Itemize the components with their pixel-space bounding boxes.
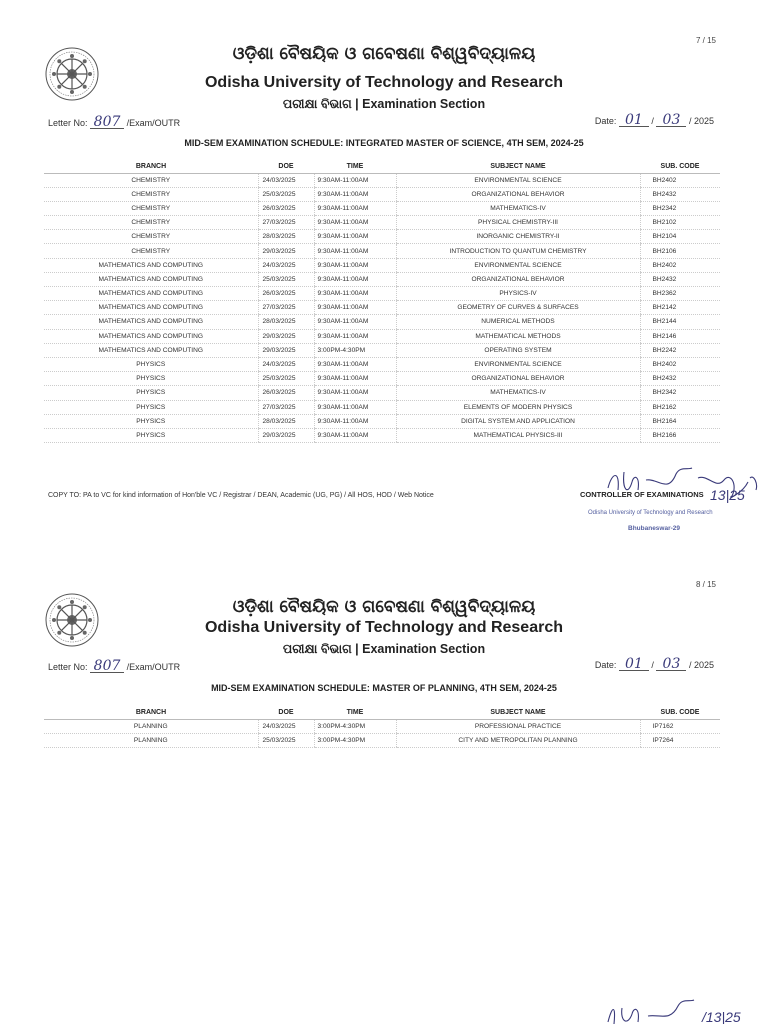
cell-code: BH2432 xyxy=(640,372,720,386)
cell-subject: MATHEMATICAL PHYSICS-III xyxy=(396,428,640,442)
svg-text:13|25: 13|25 xyxy=(710,487,745,503)
cell-time: 9:30AM-11:00AM xyxy=(314,428,396,442)
cell-time: 9:30AM-11:00AM xyxy=(314,216,396,230)
university-name: Odisha University of Technology and Research xyxy=(204,74,563,91)
cell-time: 9:30AM-11:00AM xyxy=(314,329,396,343)
column-header-time: TIME xyxy=(314,706,396,719)
cell-doe: 28/03/2025 xyxy=(258,315,314,329)
cell-code: BH2362 xyxy=(640,287,720,301)
cell-time: 9:30AM-11:00AM xyxy=(314,414,396,428)
cell-time: 3:00PM-4:30PM xyxy=(314,343,396,357)
letter-number-handwritten: 807 xyxy=(90,116,124,129)
section-title: ପରୀକ୍ଷା ବିଭାଗ | Examination Section xyxy=(282,642,486,656)
date-day-handwritten: 01 xyxy=(619,114,649,127)
cell-code: BH2144 xyxy=(640,315,720,329)
cell-code: BH2142 xyxy=(640,301,720,315)
cell-subject: INTRODUCTION TO QUANTUM CHEMISTRY xyxy=(396,244,640,258)
cell-code: BH2432 xyxy=(640,272,720,286)
controller-title: CONTROLLER OF EXAMINATIONS xyxy=(580,490,704,499)
cell-subject: ELEMENTS OF MODERN PHYSICS xyxy=(396,400,640,414)
cell-doe: 28/03/2025 xyxy=(258,414,314,428)
table-header-row xyxy=(44,160,720,173)
letter-label: Letter No: xyxy=(48,662,88,672)
cell-code: BH2342 xyxy=(640,201,720,215)
cell-time: 9:30AM-11:00AM xyxy=(314,230,396,244)
cell-doe: 27/03/2025 xyxy=(258,400,314,414)
cell-doe: 28/03/2025 xyxy=(258,230,314,244)
cell-code: BH2104 xyxy=(640,230,720,244)
table-row xyxy=(44,315,720,329)
table-row xyxy=(44,719,720,733)
cell-doe: 29/03/2025 xyxy=(258,244,314,258)
university-name-odia: ଓଡ଼ିଶା ବୈଷୟିକ ଓ ଗବେଷଣା ବିଶ୍ୱବିଦ୍ୟାଳୟ xyxy=(232,597,536,617)
date-separator: / xyxy=(651,116,654,126)
cell-subject: PHYSICAL CHEMISTRY-III xyxy=(396,216,640,230)
table-row xyxy=(44,428,720,442)
table-row xyxy=(44,230,720,244)
cell-subject: GEOMETRY OF CURVES & SURFACES xyxy=(396,301,640,315)
cell-branch: MATHEMATICS AND COMPUTING xyxy=(44,301,258,315)
cell-doe: 25/03/2025 xyxy=(258,187,314,201)
cell-time: 9:30AM-11:00AM xyxy=(314,372,396,386)
date-year: / 2025 xyxy=(688,116,714,126)
cell-time: 9:30AM-11:00AM xyxy=(314,386,396,400)
cell-branch: PHYSICS xyxy=(44,357,258,371)
cell-branch: CHEMISTRY xyxy=(44,230,258,244)
cell-doe: 26/03/2025 xyxy=(258,287,314,301)
cell-time: 9:30AM-11:00AM xyxy=(314,272,396,286)
cell-doe: 24/03/2025 xyxy=(258,357,314,371)
column-header-branch: BRANCH xyxy=(44,706,258,719)
page-number: 8 / 15 xyxy=(695,580,716,589)
cell-time: 3:00PM-4:30PM xyxy=(314,719,396,733)
date-year: / 2025 xyxy=(688,660,714,670)
cell-branch: PLANNING xyxy=(44,733,258,747)
cell-time: 9:30AM-11:00AM xyxy=(314,287,396,301)
cell-time: 9:30AM-11:00AM xyxy=(314,244,396,258)
cell-subject: INORGANIC CHEMISTRY-II xyxy=(396,230,640,244)
cell-branch: PLANNING xyxy=(44,719,258,733)
cell-doe: 29/03/2025 xyxy=(258,343,314,357)
cell-branch: MATHEMATICS AND COMPUTING xyxy=(44,329,258,343)
cell-doe: 25/03/2025 xyxy=(258,372,314,386)
section-title: ପରୀକ୍ଷା ବିଭାଗ | Examination Section xyxy=(282,97,486,111)
cell-subject: CITY AND METROPOLITAN PLANNING xyxy=(396,733,640,747)
schedule-table xyxy=(44,706,720,748)
cell-code: BH2402 xyxy=(640,258,720,272)
cell-branch: PHYSICS xyxy=(44,400,258,414)
cell-doe: 26/03/2025 xyxy=(258,386,314,400)
date-separator: / xyxy=(651,660,654,670)
column-header-branch: BRANCH xyxy=(44,160,258,173)
cell-subject: ORGANIZATIONAL BEHAVIOR xyxy=(396,372,640,386)
cell-branch: PHYSICS xyxy=(44,372,258,386)
cell-subject: MATHEMATICAL METHODS xyxy=(396,329,640,343)
cell-code: BH2106 xyxy=(640,244,720,258)
column-header-time: TIME xyxy=(314,160,396,173)
letter-number-handwritten: 807 xyxy=(90,660,124,673)
column-header-doe: DOE xyxy=(258,706,314,719)
schedule-table xyxy=(44,160,720,443)
cell-time: 9:30AM-11:00AM xyxy=(314,357,396,371)
cell-branch: CHEMISTRY xyxy=(44,201,258,215)
cell-time: 9:30AM-11:00AM xyxy=(314,187,396,201)
page-number: 7 / 15 xyxy=(695,36,716,45)
table-row xyxy=(44,400,720,414)
letter-date xyxy=(595,114,714,127)
table-row xyxy=(44,287,720,301)
cell-doe: 26/03/2025 xyxy=(258,201,314,215)
cell-doe: 24/03/2025 xyxy=(258,719,314,733)
table-row xyxy=(44,272,720,286)
cell-branch: MATHEMATICS AND COMPUTING xyxy=(44,272,258,286)
schedule-title: MID-SEM EXAMINATION SCHEDULE: INTEGRATED MASTER OF SCIENCE, 4TH SEM, 2024-25 xyxy=(184,138,584,148)
letter-date xyxy=(595,658,714,671)
column-header-subject: SUBJECT NAME xyxy=(396,160,640,173)
cell-doe: 29/03/2025 xyxy=(258,428,314,442)
copy-to-note: COPY TO: PA to VC for kind information of Hon'ble VC / Registrar / DEAN, Academic (UG, PG) / All HOS, HOD / Web Notice xyxy=(48,492,434,499)
table-row xyxy=(44,216,720,230)
cell-time: 3:00PM-4:30PM xyxy=(314,733,396,747)
cell-doe: 27/03/2025 xyxy=(258,216,314,230)
cell-code: BH2146 xyxy=(640,329,720,343)
table-row xyxy=(44,414,720,428)
cell-subject: PROFESSIONAL PRACTICE xyxy=(396,719,640,733)
table-row xyxy=(44,201,720,215)
cell-subject: ORGANIZATIONAL BEHAVIOR xyxy=(396,187,640,201)
cell-doe: 25/03/2025 xyxy=(258,733,314,747)
column-header-code: SUB. CODE xyxy=(640,160,720,173)
cell-doe: 24/03/2025 xyxy=(258,173,314,187)
cell-code: BH2164 xyxy=(640,414,720,428)
controller-signature xyxy=(598,982,762,1024)
cell-subject: MATHEMATICS-IV xyxy=(396,386,640,400)
svg-text:/13|25: /13|25 xyxy=(702,1009,741,1024)
table-row xyxy=(44,258,720,272)
table-header-row xyxy=(44,706,720,719)
table-row xyxy=(44,329,720,343)
table-row xyxy=(44,187,720,201)
column-header-code: SUB. CODE xyxy=(640,706,720,719)
cell-code: IP7264 xyxy=(640,733,720,747)
university-name-odia: ଓଡ଼ିଶା ବୈଷୟିକ ଓ ଗବେଷଣା ବିଶ୍ୱବିଦ୍ୟାଳୟ xyxy=(232,44,536,64)
university-name: Odisha University of Technology and Research xyxy=(204,619,563,636)
cell-code: BH2432 xyxy=(640,187,720,201)
cell-branch: MATHEMATICS AND COMPUTING xyxy=(44,343,258,357)
cell-code: BH2342 xyxy=(640,386,720,400)
cell-subject: ENVIRONMENTAL SCIENCE xyxy=(396,173,640,187)
stamp-university: Odisha University of Technology and Research xyxy=(588,510,713,516)
cell-time: 9:30AM-11:00AM xyxy=(314,400,396,414)
cell-branch: CHEMISTRY xyxy=(44,173,258,187)
letter-suffix: /Exam/OUTR xyxy=(126,662,181,672)
cell-branch: MATHEMATICS AND COMPUTING xyxy=(44,315,258,329)
cell-subject: ENVIRONMENTAL SCIENCE xyxy=(396,357,640,371)
table-row xyxy=(44,372,720,386)
cell-time: 9:30AM-11:00AM xyxy=(314,173,396,187)
schedule-title: MID-SEM EXAMINATION SCHEDULE: MASTER OF PLANNING, 4TH SEM, 2024-25 xyxy=(211,683,557,693)
cell-time: 9:30AM-11:00AM xyxy=(314,258,396,272)
table-row xyxy=(44,343,720,357)
cell-branch: CHEMISTRY xyxy=(44,187,258,201)
date-month-handwritten: 03 xyxy=(656,658,686,671)
cell-branch: PHYSICS xyxy=(44,428,258,442)
cell-code: BH2402 xyxy=(640,173,720,187)
cell-code: BH2102 xyxy=(640,216,720,230)
cell-branch: CHEMISTRY xyxy=(44,216,258,230)
cell-code: BH2402 xyxy=(640,357,720,371)
cell-subject: PHYSICS-IV xyxy=(396,287,640,301)
cell-doe: 24/03/2025 xyxy=(258,258,314,272)
cell-branch: MATHEMATICS AND COMPUTING xyxy=(44,287,258,301)
table-row xyxy=(44,357,720,371)
cell-subject: NUMERICAL METHODS xyxy=(396,315,640,329)
cell-subject: MATHEMATICS-IV xyxy=(396,201,640,215)
cell-code: BH2242 xyxy=(640,343,720,357)
cell-code: BH2162 xyxy=(640,400,720,414)
table-row xyxy=(44,301,720,315)
cell-code: IP7162 xyxy=(640,719,720,733)
cell-branch: MATHEMATICS AND COMPUTING xyxy=(44,258,258,272)
cell-code: BH2166 xyxy=(640,428,720,442)
column-header-subject: SUBJECT NAME xyxy=(396,706,640,719)
cell-branch: CHEMISTRY xyxy=(44,244,258,258)
date-label: Date: xyxy=(594,116,617,126)
cell-subject: ORGANIZATIONAL BEHAVIOR xyxy=(396,272,640,286)
stamp-location: Bhubaneswar-29 xyxy=(628,525,681,532)
cell-subject: DIGITAL SYSTEM AND APPLICATION xyxy=(396,414,640,428)
date-day-handwritten: 01 xyxy=(619,658,649,671)
cell-subject: ENVIRONMENTAL SCIENCE xyxy=(396,258,640,272)
column-header-doe: DOE xyxy=(258,160,314,173)
document-page-8 xyxy=(0,560,768,1024)
date-month-handwritten: 03 xyxy=(656,114,686,127)
cell-doe: 25/03/2025 xyxy=(258,272,314,286)
cell-subject: OPERATING SYSTEM xyxy=(396,343,640,357)
table-row xyxy=(44,733,720,747)
cell-doe: 27/03/2025 xyxy=(258,301,314,315)
cell-doe: 29/03/2025 xyxy=(258,329,314,343)
table-row xyxy=(44,244,720,258)
cell-time: 9:30AM-11:00AM xyxy=(314,315,396,329)
cell-time: 9:30AM-11:00AM xyxy=(314,201,396,215)
table-row xyxy=(44,173,720,187)
cell-branch: PHYSICS xyxy=(44,386,258,400)
letter-number xyxy=(48,116,180,129)
date-label: Date: xyxy=(594,660,617,670)
table-row xyxy=(44,386,720,400)
cell-time: 9:30AM-11:00AM xyxy=(314,301,396,315)
letter-label: Letter No: xyxy=(48,118,88,128)
letter-number xyxy=(48,660,180,673)
letter-suffix: /Exam/OUTR xyxy=(126,118,181,128)
cell-branch: PHYSICS xyxy=(44,414,258,428)
